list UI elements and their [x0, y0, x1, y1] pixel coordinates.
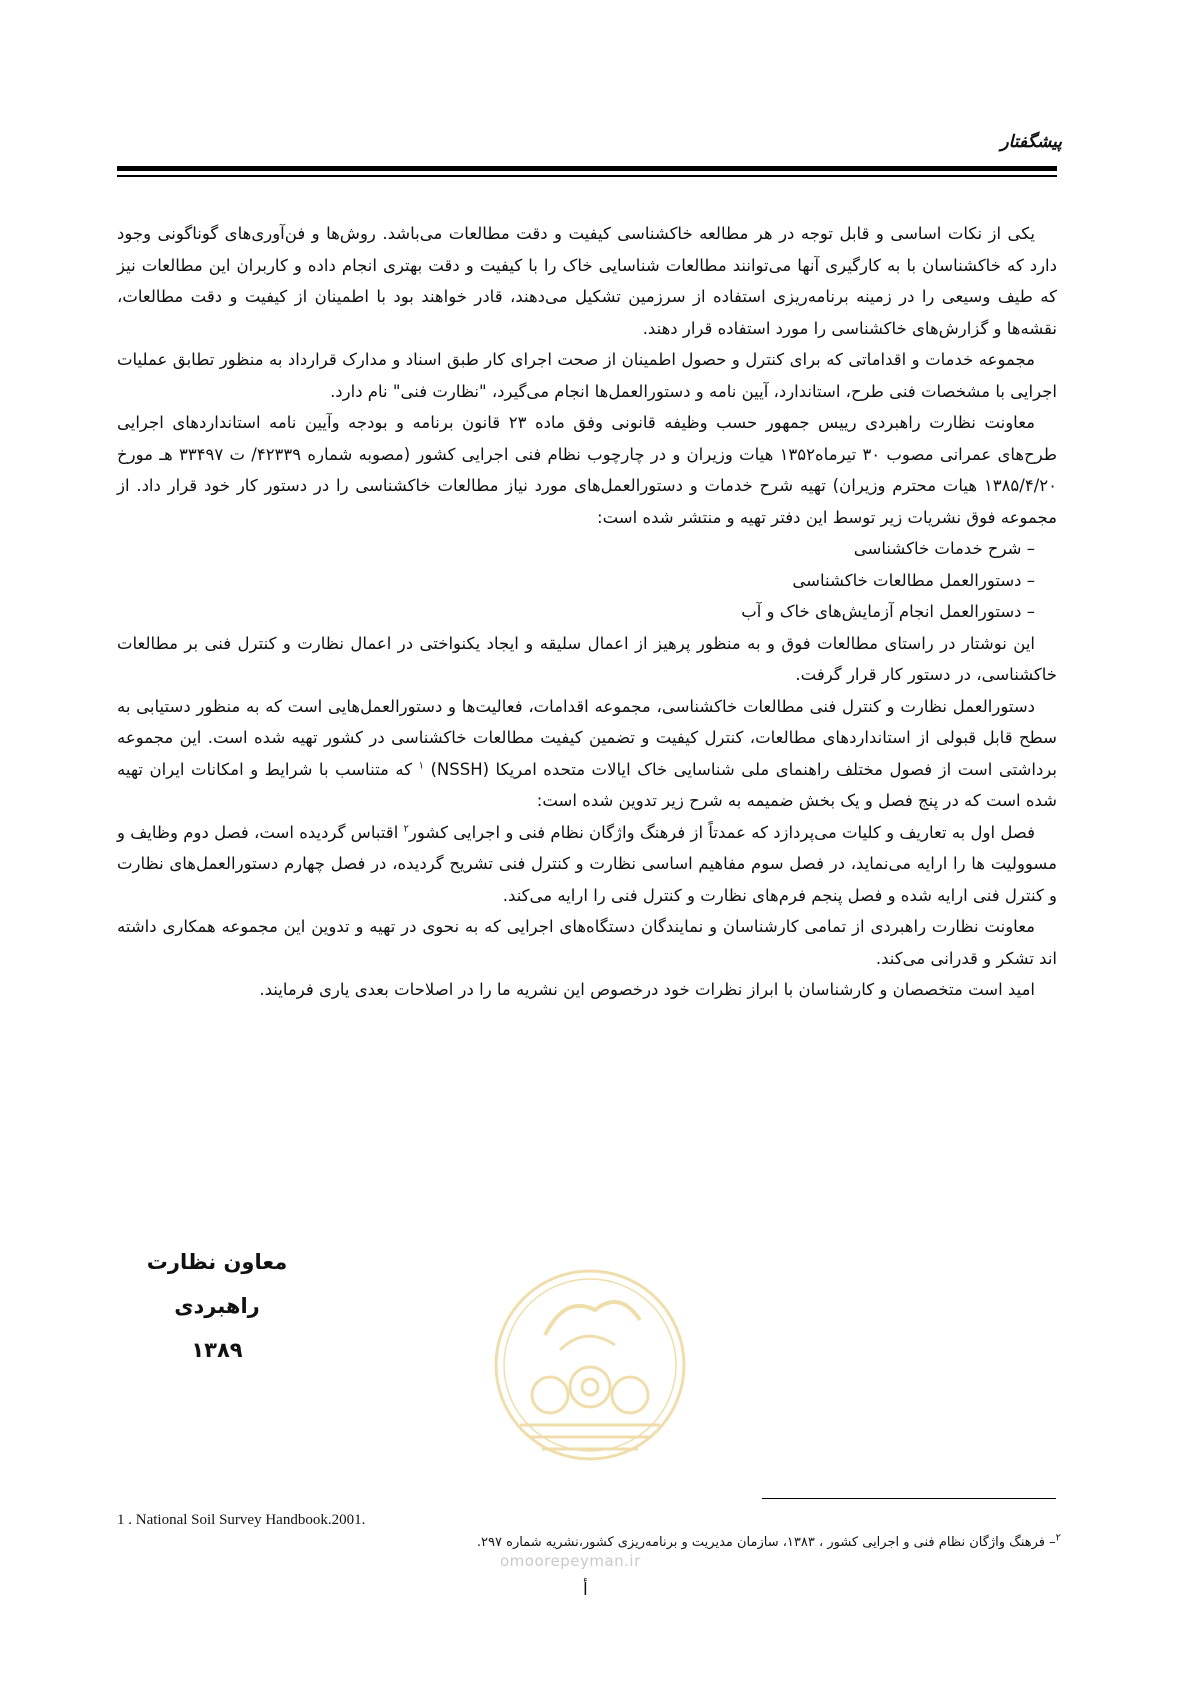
signature-year: ۱۳۸۹	[191, 1338, 243, 1362]
paragraph-part: دستورالعمل نظارت و کنترل فنی مطالعات خاکشناسی، مجموعه اقدامات، فعالیت‌ها و دستورالعمل‌هایی است که به منظور دستیابی به سطح قابل قبولی از استانداردهای مطالعات، کنترل کیفیت و تضمین کیفیت مطالعات خاکشناسی در کشور تهیه شده است. این مجموعه برداشتی است از فصول مختلف راهنمای ملی شناسایی خاک ایالات متحده امریکا (NSSH)	[117, 696, 1058, 779]
paragraph: امید است متخصصان و کارشناسان با ابراز نظرات خود درخصوص این نشریه ما را در اصلاحات بعدی یاری فرمایند.	[259, 980, 1035, 999]
list-item: – دستورالعمل انجام آزمایش‌های خاک و آب	[741, 602, 1035, 621]
paragraph: یکی از نکات اساسی و قابل توجه در هر مطالعه خاکشناسی کیفیت و دقت مطالعات می‌باشد. روش‌ها و فن‌آوری‌های گوناگونی وجود دارد که خاکشناسان با به کارگیری آنها می‌توانند مطالعات شناسایی خاک را با کیفیت و دقت بهتری انجام داده و کاربران این مطالعات نیز که طیف وسیعی را در زمینه برنامه‌ریزی استفاده از سرزمین تشکیل می‌دهند، قادر خواهند بود با اطمینان از کیفیت و دقت مطالعات، نقشه‌ها و گزارش‌های خاکشناسی را مورد استفاده قرار دهند.	[117, 224, 1057, 338]
list-item: – شرح خدمات خاکشناسی	[853, 539, 1035, 558]
footnote-2	[476, 1532, 1061, 1550]
paragraph-part: فصل اول به تعاریف و کلیات می‌پردازد که عمدتاً از فرهنگ واژگان نظام فنی و اجرایی کشور	[408, 822, 1036, 842]
paragraph-part: که متناسب با شرایط و امکانات ایران تهیه شده است که در پنج فصل و یک بخش ضمیمه به شرح زیر تدوین شده است:	[117, 759, 1057, 810]
header-rule-thick	[117, 166, 1057, 171]
paragraph	[117, 817, 1057, 912]
body-text	[117, 218, 1057, 1006]
footnote-mark: ۱	[418, 760, 424, 771]
footnote-text: – فرهنگ واژگان نظام فنی و اجرایی کشور ، ۱۳۸۳، سازمان مدیریت و برنامه‌ریزی کشور،نشریه شماره ۲۹۷.	[476, 1535, 1056, 1550]
footnote-1: 1 . National Soil Survey Handbook.2001.	[117, 1512, 366, 1528]
paragraph: معاونت نظارت راهبردی رییس جمهور حسب وظیفه قانونی وفق ماده ۲۳ قانون برنامه و بودجه وآیین نامه استانداردهای اجرایی طرح‌های عمرانی مصوب ۳۰ تیرماه۱۳۵۲ هیات وزیران و در چارچوب نظام فنی اجرایی کشور (مصوبه شماره ۴۲۳۳۹/ ت ۳۳۴۹۷ هـ مورخ ۱۳۸۵/۴/۲۰ هیات محترم وزیران) تهیه شرح خدمات و دستورالعمل‌های مورد نیاز مطالعات خاکشناسی را در دستور کار خود قرار داد. از مجموعه فوق نشریات زیر توسط این دفتر تهیه و منتشر شده است:	[117, 413, 1057, 527]
header-rule-thin	[117, 175, 1057, 177]
page-header-title: پیشگفتار	[1000, 132, 1062, 152]
signature-block	[117, 1240, 317, 1372]
paragraph-part: اقتباس گردیده است، فصل دوم وظایف و مسوولیت ها را ارایه می‌نماید، در فصل سوم مفاهیم اساسی نظارت و کنترل فنی تشریح گردیده، در فصل چهارم دستورالعمل‌های نظارت و کنترل فنی ارایه شده و فصل پنجم فرم‌های نظارت و کنترل فنی را ارایه می‌کند.	[117, 822, 1057, 905]
footnote-mark: ۲	[403, 823, 409, 834]
seal-watermark-icon	[490, 1265, 690, 1465]
signature-title: معاون نظارت راهبردی	[146, 1250, 288, 1318]
paragraph: این نوشتار در راستای مطالعات فوق و به منظور پرهیز از اعمال سلیقه و ایجاد یکنواختی در اعمال نظارت و کنترل فنی بر مطالعات خاکشناسی، در دستور کار قرار گرفت.	[117, 633, 1057, 684]
footnote-mark: ۲	[1055, 1532, 1061, 1544]
list-item: – دستورالعمل مطالعات خاکشناسی	[792, 570, 1035, 590]
watermark-url: omoorepeyman.ir	[500, 1552, 641, 1570]
footnote-rule	[762, 1498, 1056, 1499]
paragraph	[117, 691, 1057, 817]
paragraph: مجموعه خدمات و اقداماتی که برای کنترل و حصول اطمینان از صحت اجرای کار طبق اسناد و مدارک قرارداد به منظور تطابق عملیات اجرایی با مشخصات فنی طرح، استاندارد، آیین نامه و دستورالعمل‌ها انجام می‌گیرد، "نظارت فنی" نام دارد.	[117, 350, 1057, 401]
paragraph: معاونت نظارت راهبردی از تمامی کارشناسان و نمایندگان دستگاه‌های اجرایی که به نحوی در تهیه و تدوین این مجموعه همکاری داشته اند تشکر و قدرانی می‌کند.	[117, 917, 1057, 968]
page-number: أ	[583, 1580, 588, 1600]
